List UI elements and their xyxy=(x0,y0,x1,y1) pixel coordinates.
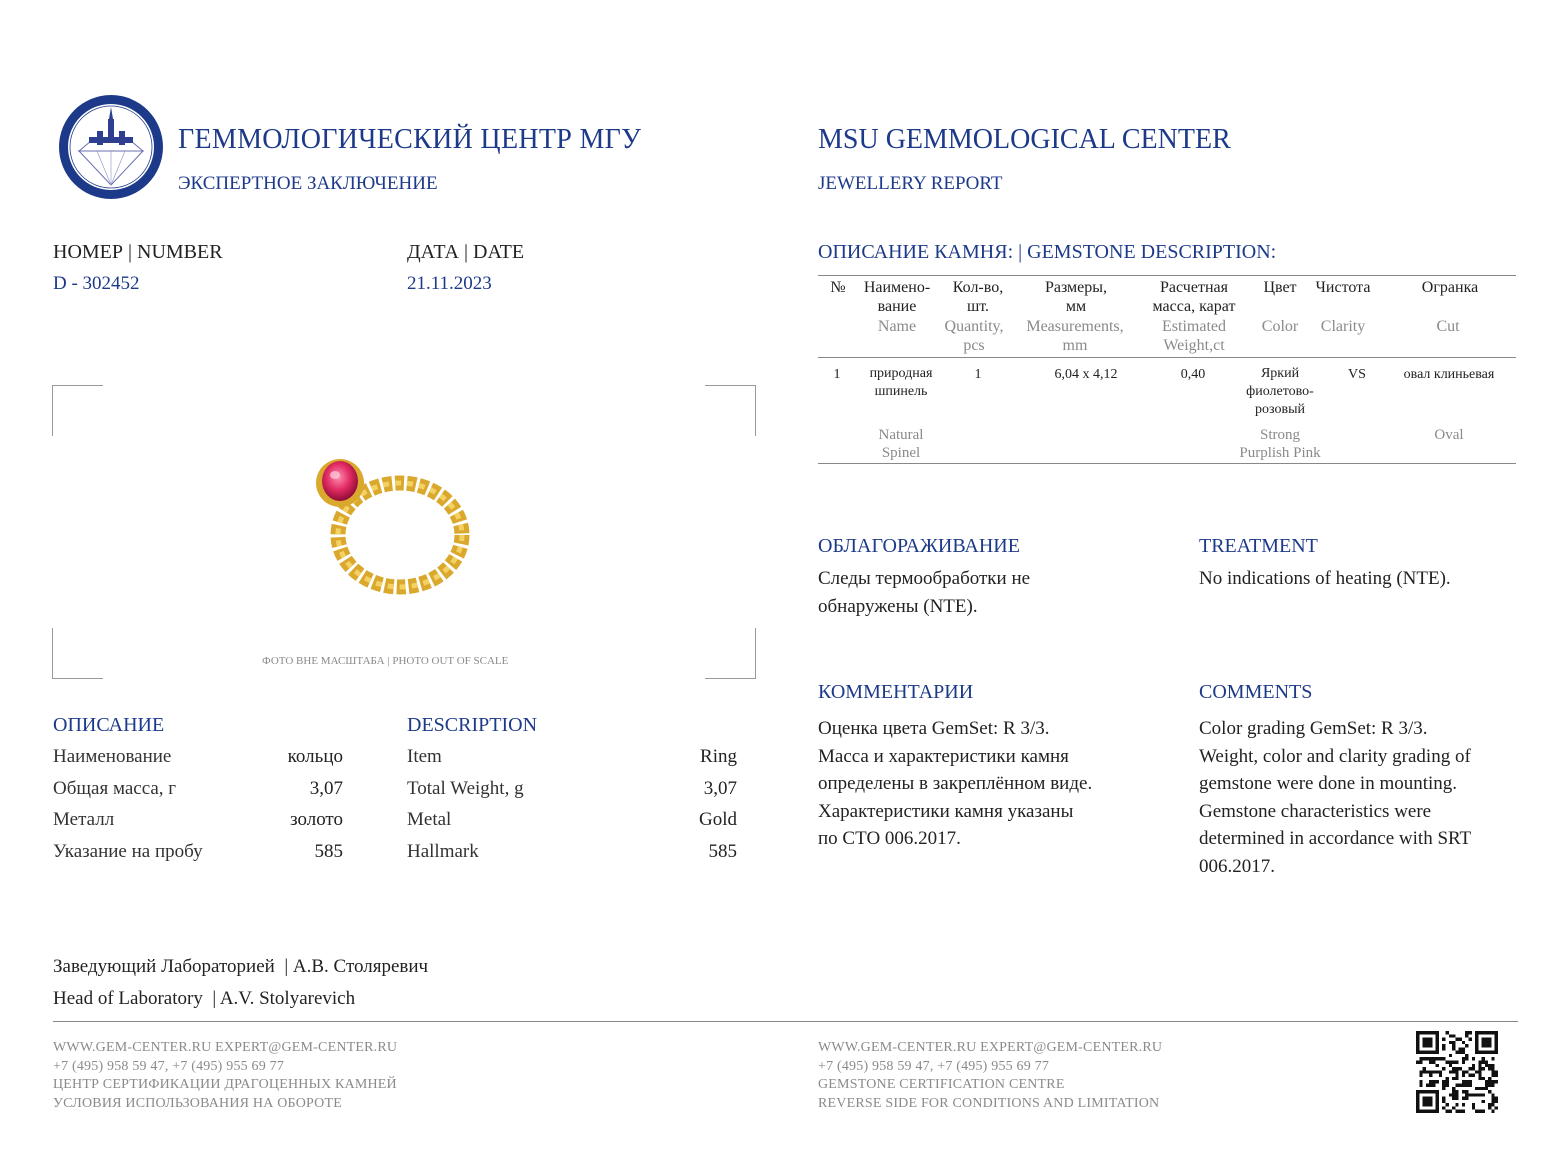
footer-left: WWW.GEM-CENTER.RU EXPERT@GEM-CENTER.RU +7 (495) 958 59 47, +7 (495) 955 69 77 ЦЕНТР СЕРТИФИКАЦИИ ДРАГОЦЕННЫХ КАМНЕЙ УСЛОВИЯ ИСПОЛЬЗОВАНИЯ НА ОБОРОТЕ xyxy=(53,1040,398,1111)
desc-en-row xyxy=(407,778,737,800)
comments-heading-ru: КОММЕНТАРИИ xyxy=(818,681,974,703)
col-header-cut-en: Cut xyxy=(1436,318,1460,335)
desc-en-value: 585 xyxy=(708,841,737,862)
cell-name: природная шпинель xyxy=(869,366,933,399)
treatment-heading-ru: ОБЛАГОРАЖИВАНИЕ xyxy=(818,535,1020,557)
desc-en-label: Hallmark xyxy=(407,841,479,862)
ring-photo xyxy=(290,435,480,605)
cell-color-en: Strong Purplish Pink xyxy=(1239,427,1321,461)
comments-text-en: Color grading GemSet: R 3/3. Weight, color and clarity grading of gemstone were done in mounting. Gemstone characteristics were determined in accordance with SRT 006.2017. xyxy=(1199,718,1472,877)
cell-size: 6,04 x 4,12 xyxy=(1054,367,1118,382)
desc-en-row xyxy=(407,746,737,768)
desc-ru-label: Металл xyxy=(53,809,115,830)
frame-corner xyxy=(52,628,103,679)
desc-en-value: Gold xyxy=(699,809,737,830)
frame-corner xyxy=(705,628,756,679)
desc-ru-label: Общая масса, г xyxy=(53,778,177,799)
cell-clarity: VS xyxy=(1348,367,1366,382)
col-header-clarity-en: Clarity xyxy=(1320,318,1366,335)
header-subtitle-ru: ЭКСПЕРТНОЕ ЗАКЛЮЧЕНИЕ xyxy=(178,173,438,194)
description-en-heading: DESCRIPTION xyxy=(407,714,538,736)
comments-text-ru: Оценка цвета GemSet: R 3/3. Масса и характеристики камня определены в закреплённом виде. Характеристики камня указаны по СТО 006.2017. xyxy=(818,718,1093,849)
cell-cut: овал клиньевая xyxy=(1403,367,1495,382)
desc-ru-row xyxy=(53,778,343,800)
treatment-text-ru: Следы термообработки не обнаружены (NTE). xyxy=(818,568,1031,617)
desc-en-value: Ring xyxy=(700,746,737,767)
desc-ru-row xyxy=(53,841,343,863)
col-header-no: № xyxy=(830,279,846,296)
comments-heading-en: COMMENTS xyxy=(1199,681,1313,703)
footer-rule xyxy=(53,1021,1518,1022)
col-header-color: Цвет xyxy=(1263,279,1297,296)
header-subtitle-en: JEWELLERY REPORT xyxy=(818,173,1003,194)
cell-name-en: Natural Spinel xyxy=(878,427,924,461)
col-header-size-en: Measurements, mm xyxy=(1026,318,1124,354)
qr-code-icon[interactable] xyxy=(1416,1031,1498,1113)
frame-corner xyxy=(52,385,103,436)
desc-ru-label: Наименование xyxy=(53,746,172,767)
header-title-ru: ГЕММОЛОГИЧЕСКИЙ ЦЕНТР МГУ xyxy=(178,124,642,155)
col-header-weight-en: Estimated Weight,ct xyxy=(1162,318,1226,354)
desc-en-row xyxy=(407,841,737,863)
col-header-clarity: Чистота xyxy=(1315,279,1371,296)
date-value: 21.11.2023 xyxy=(407,273,492,294)
cell-color: Яркий фиолетово- розовый xyxy=(1246,366,1314,417)
table-rule xyxy=(818,357,1516,358)
desc-ru-value: 3,07 xyxy=(309,778,343,799)
col-header-name: Наимено- вание xyxy=(863,279,931,315)
desc-en-label: Item xyxy=(407,746,442,767)
desc-ru-row xyxy=(53,746,343,768)
description-ru-heading: ОПИСАНИЕ xyxy=(53,714,165,736)
desc-en-label: Total Weight, g xyxy=(407,778,524,799)
date-label: ДАТА | DATE xyxy=(407,241,525,263)
photo-caption: ФОТО ВНЕ МАСШТАБА | PHOTO OUT OF SCALE xyxy=(262,655,509,667)
header-title-en: MSU GEMMOLOGICAL CENTER xyxy=(818,124,1231,155)
frame-corner xyxy=(705,385,756,436)
col-header-qty-en: Quantity, pcs xyxy=(944,318,1004,354)
desc-ru-label: Указание на пробу xyxy=(53,841,203,862)
table-rule xyxy=(818,275,1516,276)
cell-qty: 1 xyxy=(974,367,982,382)
desc-ru-value: 585 xyxy=(314,841,343,862)
desc-ru-value: золото xyxy=(290,809,343,830)
number-label: НОМЕР | NUMBER xyxy=(53,241,223,263)
cell-cut-en: Oval xyxy=(1434,427,1464,443)
gemstone-heading: ОПИСАНИЕ КАМНЯ: | GEMSTONE DESCRIPTION: xyxy=(818,241,1277,263)
number-value: D - 302452 xyxy=(53,273,140,294)
desc-en-label: Metal xyxy=(407,809,452,830)
signature-ru: Заведующий Лабораторией | А.В. Столяревич xyxy=(53,956,429,977)
col-header-weight: Расчетная масса, карат xyxy=(1152,279,1236,315)
treatment-heading-en: TREATMENT xyxy=(1199,535,1318,557)
desc-ru-row xyxy=(53,809,343,831)
col-header-qty: Кол-во, шт. xyxy=(952,279,1004,315)
cell-no: 1 xyxy=(833,367,841,382)
cell-weight: 0,40 xyxy=(1180,367,1206,382)
footer-right: WWW.GEM-CENTER.RU EXPERT@GEM-CENTER.RU +7 (495) 958 59 47, +7 (495) 955 69 77 GEMSTONE CERTIFICATION CENTRE REVERSE SIDE FOR CONDITIONS AND LIMITATION xyxy=(818,1040,1163,1111)
msu-seal-icon xyxy=(57,93,165,201)
treatment-text-en: No indications of heating (NTE). xyxy=(1199,568,1451,589)
desc-ru-value: кольцо xyxy=(287,746,343,767)
desc-en-row xyxy=(407,809,737,831)
col-header-size: Размеры, мм xyxy=(1044,279,1108,315)
col-header-name-en: Name xyxy=(877,318,917,335)
col-header-cut: Огранка xyxy=(1421,279,1479,296)
col-header-color-en: Color xyxy=(1261,318,1299,335)
signature-en: Head of Laboratory | A.V. Stolyarevich xyxy=(53,988,356,1009)
table-rule xyxy=(818,463,1516,464)
desc-en-value: 3,07 xyxy=(703,778,737,799)
